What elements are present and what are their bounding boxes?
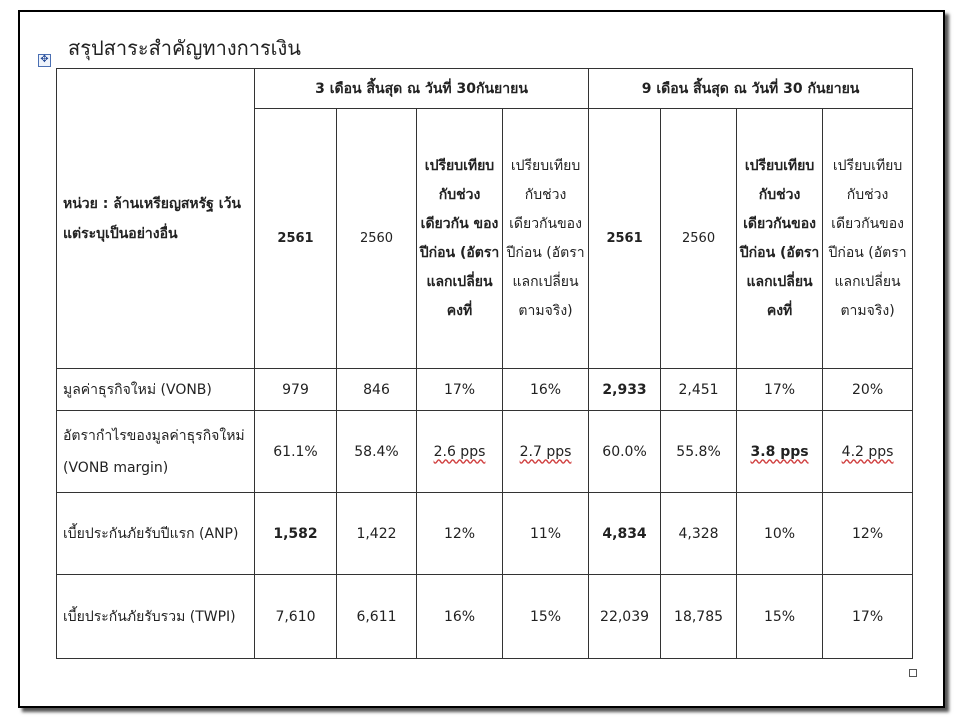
col-header-actual-fx-9m: เปรียบเทียบ กับช่วง เดียวกันของ ปีก่อน (อัตรา แลกเปลี่ยน ตามจริง)	[823, 109, 913, 369]
cell-value: 17%	[737, 369, 823, 411]
cell-value	[503, 411, 589, 493]
col-header-constant-fx-3m: เปรียบเทียบ กับช่วง เดียวกัน ของปีก่อน (อัตรา แลกเปลี่ยน คงที่	[417, 109, 503, 369]
table-resize-handle[interactable]	[909, 669, 917, 677]
row-label: เบี้ยประกันภัยรับรวม (TWPI)	[57, 575, 255, 659]
cell-value: 979	[255, 369, 337, 411]
cell-value: 15%	[737, 575, 823, 659]
col-header-2561-3m: 2561	[255, 109, 337, 369]
row-label: อัตรากำไรของมูลค่าธุรกิจใหม่ (VONB margin)	[57, 411, 255, 493]
cell-value	[417, 411, 503, 493]
table-row	[57, 575, 913, 659]
table-row	[57, 411, 913, 493]
cell-value: 10%	[737, 493, 823, 575]
pps-value: 3.8 pps	[750, 443, 809, 460]
cell-value: 61.1%	[255, 411, 337, 493]
cell-value: 2,451	[661, 369, 737, 411]
col-header-2560-9m: 2560	[661, 109, 737, 369]
cell-value: 12%	[417, 493, 503, 575]
group-header-9-months: 9 เดือน สิ้นสุด ณ วันที่ 30 กันยายน	[589, 69, 913, 109]
pps-value: 4.2 pps	[841, 443, 894, 460]
col-header-2560-3m: 2560	[337, 109, 417, 369]
cell-value: 1,582	[255, 493, 337, 575]
group-header-3-months: 3 เดือน สิ้นสุด ณ วันที่ 30กันยายน	[255, 69, 589, 109]
cell-value: 12%	[823, 493, 913, 575]
cell-value: 1,422	[337, 493, 417, 575]
pps-value: 2.6 pps	[433, 443, 486, 460]
cell-value	[737, 411, 823, 493]
col-header-constant-fx-9m: เปรียบเทียบ กับช่วง เดียวกันของ ปีก่อน (อัตรา แลกเปลี่ยน คงที่	[737, 109, 823, 369]
page-title: สรุปสาระสำคัญทางการเงิน	[68, 36, 301, 60]
cell-value: 17%	[417, 369, 503, 411]
cell-value: 60.0%	[589, 411, 661, 493]
table-move-handle-icon[interactable]: ✥	[38, 54, 51, 67]
row-label: เบี้ยประกันภัยรับปีแรก (ANP)	[57, 493, 255, 575]
cell-value: 55.8%	[661, 411, 737, 493]
cell-value: 6,611	[337, 575, 417, 659]
cell-value: 7,610	[255, 575, 337, 659]
cell-value: 58.4%	[337, 411, 417, 493]
cell-value: 846	[337, 369, 417, 411]
cell-value: 20%	[823, 369, 913, 411]
row-label: มูลค่าธุรกิจใหม่ (VONB)	[57, 369, 255, 411]
pps-value: 2.7 pps	[519, 443, 572, 460]
cell-value: 15%	[503, 575, 589, 659]
table-row	[57, 369, 913, 411]
table-row	[57, 493, 913, 575]
col-header-actual-fx-3m: เปรียบเทียบ กับช่วง เดียวกันของ ปีก่อน (อัตรา แลกเปลี่ยน ตามจริง)	[503, 109, 589, 369]
col-header-2561-9m: 2561	[589, 109, 661, 369]
cell-value: 18,785	[661, 575, 737, 659]
unit-label: หน่วย : ล้านเหรียญสหรัฐ เว้นแต่ระบุเป็นอย่างอื่น	[57, 69, 255, 369]
cell-value: 16%	[417, 575, 503, 659]
cell-value: 17%	[823, 575, 913, 659]
cell-value: 22,039	[589, 575, 661, 659]
cell-value: 16%	[503, 369, 589, 411]
cell-value: 2,933	[589, 369, 661, 411]
cell-value: 4,834	[589, 493, 661, 575]
cell-value	[823, 411, 913, 493]
financial-summary-table	[56, 68, 913, 659]
cell-value: 11%	[503, 493, 589, 575]
cell-value: 4,328	[661, 493, 737, 575]
